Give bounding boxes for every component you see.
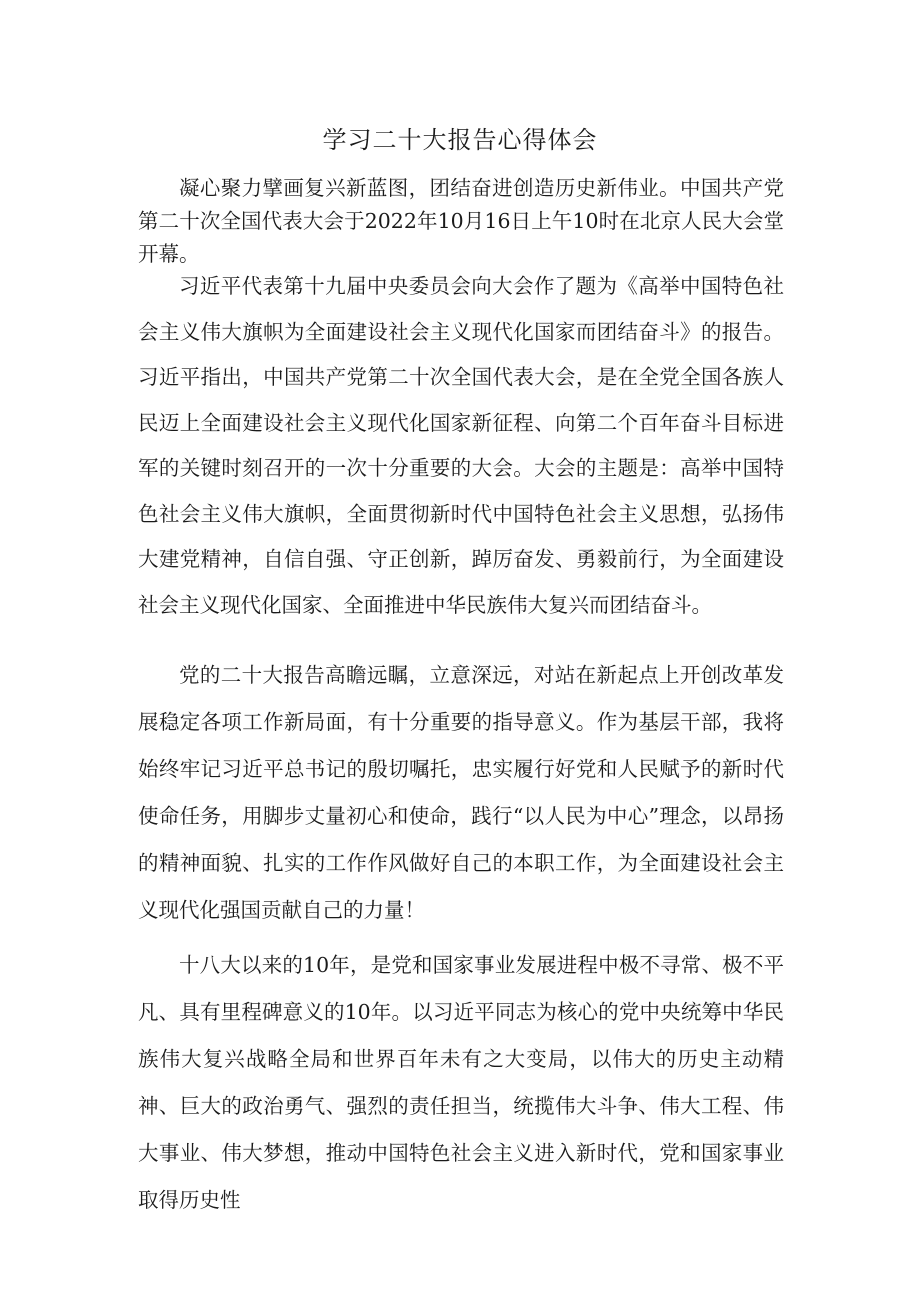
document-title: 学习二十大报告心得体会 [322,126,598,154]
paragraph-opening: 凝心聚力擘画复兴新蓝图，团结奋进创造历史新伟业。中国共产党第二十次全国代表大会于2022年10月16日上午10时在北京人民大会堂开幕。 [138,176,784,266]
paragraph-report-theme: 习近平代表第十九届中央委员会向大会作了题为《高举中国特色社会主义伟大旗帜为全面建设社会主义现代化国家而团结奋斗》的报告。习近平指出，中国共产党第二十次全国代表大会，是在全党全国各族人民迈上全面建设社会主义现代化国家新征程、向第二个百年奋斗目标进军的关键时刻召开的一次十分重要的大会。大会的主题是：高举中国特色社会主义伟大旗帜，全面贯彻新时代中国特色社会主义思想，弘扬伟大建党精神，自信自强、守正创新，踔厉奋发、勇毅前行，为全面建设社会主义现代化国家、全面推进中华民族伟大复兴而团结奋斗。 [138,274,784,617]
paragraph-decade-review: 十八大以来的10年，是党和国家事业发展进程中极不寻常、极不平凡、具有里程碑意义的10年。以习近平同志为核心的党中央统筹中华民族伟大复兴战略全局和世界百年未有之大变局，以伟大的历史主动精神、巨大的政治勇气、强烈的责任担当，统揽伟大斗争、伟大工程、伟大事业、伟大梦想，推动中国特色社会主义进入新时代，党和国家事业取得历史性 [138,953,784,1212]
paragraph-reflection: 党的二十大报告高瞻远瞩，立意深远，对站在新起点上开创改革发展稳定各项工作新局面，有十分重要的指导意义。作为基层干部，我将始终牢记习近平总书记的殷切嘱托，忠实履行好党和人民赋予的新时代使命任务，用脚步丈量初心和使命，践行“以人民为中心”理念，以昂扬的精神面貌、扎实的工作作风做好自己的本职工作，为全面建设社会主义现代化强国贡献自己的力量！ [138,663,784,922]
